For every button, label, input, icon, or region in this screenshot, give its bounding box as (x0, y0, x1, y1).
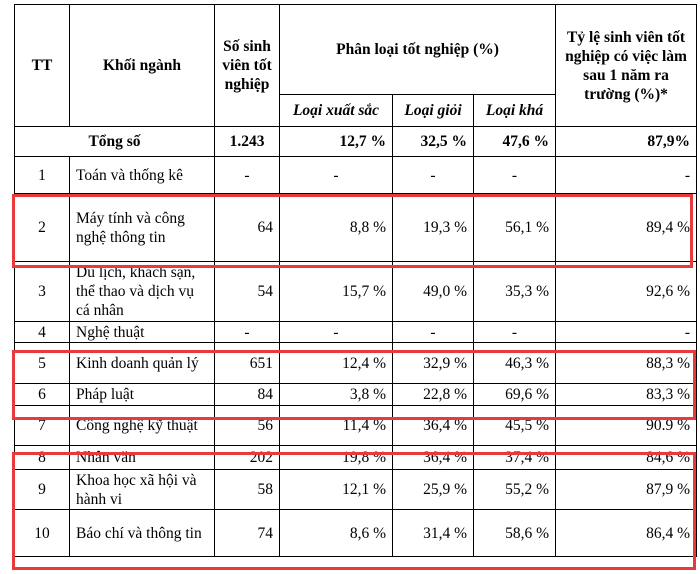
header-so-sinh-vien: Số sinh viên tốt nghiệp (215, 5, 280, 127)
row-gioi: 25,9 % (393, 470, 474, 510)
row-kha: 56,1 % (474, 194, 556, 262)
row-tt: 2 (15, 194, 70, 262)
header-loai-gioi: Loại giỏi (393, 95, 474, 127)
row-xuat-sac: 15,7 % (280, 262, 393, 322)
row-kha: - (474, 157, 556, 194)
row-xuat-sac: 11,4 % (280, 406, 393, 446)
table-row (15, 262, 697, 322)
row-ty-le: 88,3 % (556, 343, 697, 384)
table-row (15, 194, 697, 262)
total-row (15, 127, 697, 157)
header-loai-kha: Loại khá (474, 95, 556, 127)
header-phan-loai: Phân loại tốt nghiệp (%) (280, 5, 556, 95)
table-row (15, 157, 697, 194)
table-row (15, 470, 697, 510)
row-gioi: 49,0 % (393, 262, 474, 322)
total-gioi: 32,5 % (393, 127, 474, 157)
row-xuat-sac: 3,8 % (280, 384, 393, 406)
table-row (15, 322, 697, 343)
row-count: 74 (215, 510, 280, 557)
row-count: 651 (215, 343, 280, 384)
row-gioi: - (393, 322, 474, 343)
row-count: 54 (215, 262, 280, 322)
row-tt: 6 (15, 384, 70, 406)
row-kha: 46,3 % (474, 343, 556, 384)
row-ty-le: 86,4 % (556, 510, 697, 557)
total-count: 1.243 (215, 127, 280, 157)
table-row (15, 446, 697, 470)
row-xuat-sac: 12,4 % (280, 343, 393, 384)
row-kha: 35,3 % (474, 262, 556, 322)
row-name: Pháp luật (70, 384, 215, 406)
row-ty-le: - (556, 157, 697, 194)
row-tt: 10 (15, 510, 70, 557)
row-tt: 9 (15, 470, 70, 510)
row-count: 56 (215, 406, 280, 446)
table-row (15, 510, 697, 557)
table-row (15, 384, 697, 406)
row-gioi: 31,4 % (393, 510, 474, 557)
row-xuat-sac: - (280, 157, 393, 194)
row-name: Công nghệ kỹ thuật (70, 406, 215, 446)
row-ty-le: 87,9 % (556, 470, 697, 510)
row-gioi: 22,8 % (393, 384, 474, 406)
row-ty-le: 92,6 % (556, 262, 697, 322)
row-name: Báo chí và thông tin (70, 510, 215, 557)
table-row (15, 406, 697, 446)
header-loai-xuat-sac: Loại xuất sắc (280, 95, 393, 127)
row-name: Nhân văn (70, 446, 215, 470)
row-kha: 58,6 % (474, 510, 556, 557)
header-tt: TT (15, 5, 70, 127)
row-gioi: 36,4 % (393, 406, 474, 446)
row-ty-le: 89,4 % (556, 194, 697, 262)
row-gioi: 19,3 % (393, 194, 474, 262)
row-tt: 7 (15, 406, 70, 446)
header-row-1 (15, 5, 697, 95)
row-gioi: 32,9 % (393, 343, 474, 384)
header-ty-le: Tỷ lệ sinh viên tốt nghiệp có việc làm sau 1 năm ra trường (%)* (556, 5, 697, 127)
row-name: Kinh doanh quản lý (70, 343, 215, 384)
total-xuat-sac: 12,7 % (280, 127, 393, 157)
row-xuat-sac: 8,8 % (280, 194, 393, 262)
row-tt: 4 (15, 322, 70, 343)
row-kha: 45,5 % (474, 406, 556, 446)
total-kha: 47,6 % (474, 127, 556, 157)
total-ty-le: 87,9% (556, 127, 697, 157)
row-kha: 37,4 % (474, 446, 556, 470)
row-name: Toán và thống kê (70, 157, 215, 194)
row-kha: 55,2 % (474, 470, 556, 510)
graduate-statistics-table (14, 4, 697, 557)
row-count: - (215, 157, 280, 194)
row-name: Du lịch, khách sạn, thể thao và dịch vụ cá nhân (70, 262, 215, 322)
row-tt: 8 (15, 446, 70, 470)
row-count: 84 (215, 384, 280, 406)
row-name: Khoa học xã hội và hành vi (70, 470, 215, 510)
row-gioi: - (393, 157, 474, 194)
total-label: Tổng số (15, 127, 215, 157)
header-khoi-nganh: Khối ngành (70, 5, 215, 127)
row-ty-le: 90.9 % (556, 406, 697, 446)
row-count: 202 (215, 446, 280, 470)
row-count: 64 (215, 194, 280, 262)
table-row (15, 343, 697, 384)
row-tt: 1 (15, 157, 70, 194)
row-tt: 5 (15, 343, 70, 384)
row-ty-le: 84,6 % (556, 446, 697, 470)
row-xuat-sac: 19,8 % (280, 446, 393, 470)
row-name: Nghệ thuật (70, 322, 215, 343)
row-kha: - (474, 322, 556, 343)
row-xuat-sac: 12,1 % (280, 470, 393, 510)
row-xuat-sac: 8,6 % (280, 510, 393, 557)
row-count: 58 (215, 470, 280, 510)
row-gioi: 36,4 % (393, 446, 474, 470)
row-count: - (215, 322, 280, 343)
row-kha: 69,6 % (474, 384, 556, 406)
row-ty-le: - (556, 322, 697, 343)
row-name: Máy tính và công nghệ thông tin (70, 194, 215, 262)
row-tt: 3 (15, 262, 70, 322)
row-xuat-sac: - (280, 322, 393, 343)
row-ty-le: 83,3 % (556, 384, 697, 406)
